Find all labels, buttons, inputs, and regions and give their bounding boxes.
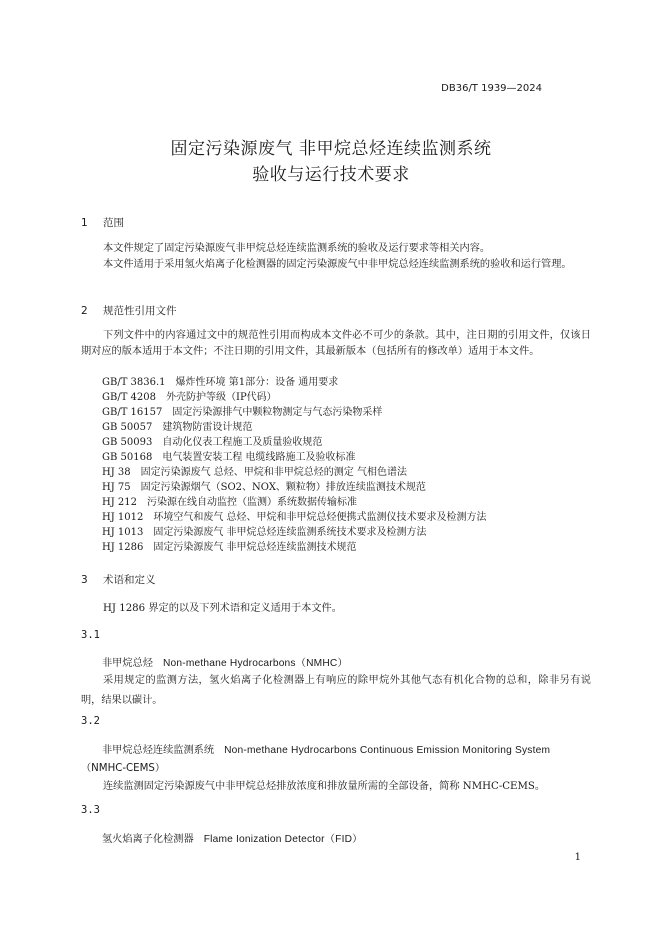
reference-item: GB 50093 自动化仪表工程施工及质量验收规范	[102, 437, 323, 448]
section-3-heading: 3 术语和定义	[81, 574, 156, 586]
term-3-3-title: 氢火焰离子化检测器 Flame Ionization Detector（FID）	[102, 834, 363, 845]
reference-item: HJ 1013 固定污染源废气 非甲烷总烃连续监测系统技术要求及检测方法	[102, 527, 427, 538]
refs-intro-paragraph: 下列文件中的内容通过文中的规范性引用而构成本文件必不可少的条款。其中，注日期的引用文件，仅该日期对应的版本适用于本文件；不注日期的引用文件，其最新版本（包括所有的修改单）适用于本文件。	[81, 330, 591, 357]
term-3-1-number: 3.1	[81, 629, 100, 641]
scope-paragraph-1: 本文件规定了固定污染源废气非甲烷总烃连续监测系统的验收及运行要求等相关内容。	[103, 243, 491, 254]
terms-intro-paragraph: HJ 1286 界定的以及下列术语和定义适用于本文件。	[103, 603, 342, 614]
reference-list	[102, 375, 487, 555]
term-3-2-title: 非甲烷总烃连续监测系统 Non-methane Hydrocarbons Continuous Emission Monitoring System	[102, 745, 551, 756]
reference-item: GB 50057 建筑物防雷设计规范	[102, 422, 253, 433]
term-3-2-definition: 连续监测固定污染源废气中非甲烷总烃排放浓度和排放量所需的全部设备，简称 NMHC-CEMS。	[103, 781, 546, 792]
reference-item: HJ 1286 固定污染源废气 非甲烷总烃连续监测技术规范	[102, 542, 357, 553]
scope-paragraph-2: 本文件适用于采用氢火焰离子化检测器的固定污染源废气中非甲烷总烃连续监测系统的验收和运行管理。	[103, 259, 572, 270]
section-2-heading: 2 规范性引用文件	[81, 305, 177, 317]
reference-item: GB/T 16157 固定污染源排气中颗粒物测定与气态污染物采样	[102, 407, 383, 418]
document-code: DB36/T 1939—2024	[441, 83, 542, 94]
term-3-1-definition: 采用规定的监测方法，氢火焰离子化检测器上有响应的除甲烷外其他气态有机化合物的总和，除非另有说明，结果以碳计。	[81, 675, 591, 706]
reference-item: HJ 1012 环境空气和废气 总烃、甲烷和非甲烷总烃便携式监测仪技术要求及检测方法	[102, 512, 487, 523]
reference-item: HJ 212 污染源在线自动监控（监测）系统数据传输标准	[102, 497, 357, 508]
reference-item: GB/T 3836.1 爆炸性环境 第1部分：设备 通用要求	[102, 377, 339, 388]
term-3-1-title: 非甲烷总烃 Non-methane Hydrocarbons（NMHC）	[102, 658, 348, 669]
document-title-line-1: 固定污染源废气 非甲烷总烃连续监测系统	[170, 139, 492, 159]
term-3-2-number: 3.2	[81, 715, 100, 727]
reference-item: GB 50168 电气装置安装工程 电缆线路施工及验收标准	[102, 452, 356, 463]
term-3-2-title-continued: （NMHC-CEMS）	[81, 763, 166, 774]
reference-item: HJ 75 固定污染源烟气（SO2、NOX、颗粒物）排放连续监测技术规范	[102, 482, 426, 493]
section-1-heading: 1 范围	[81, 217, 124, 229]
term-3-3-number: 3.3	[81, 804, 100, 816]
reference-item: GB/T 4208 外壳防护等级（IP代码）	[102, 392, 277, 403]
reference-item: HJ 38 固定污染源废气 总烃、甲烷和非甲烷总烃的测定 气相色谱法	[102, 467, 407, 478]
page-number: 1	[574, 852, 581, 863]
document-title-line-2: 验收与运行技术要求	[252, 165, 410, 185]
